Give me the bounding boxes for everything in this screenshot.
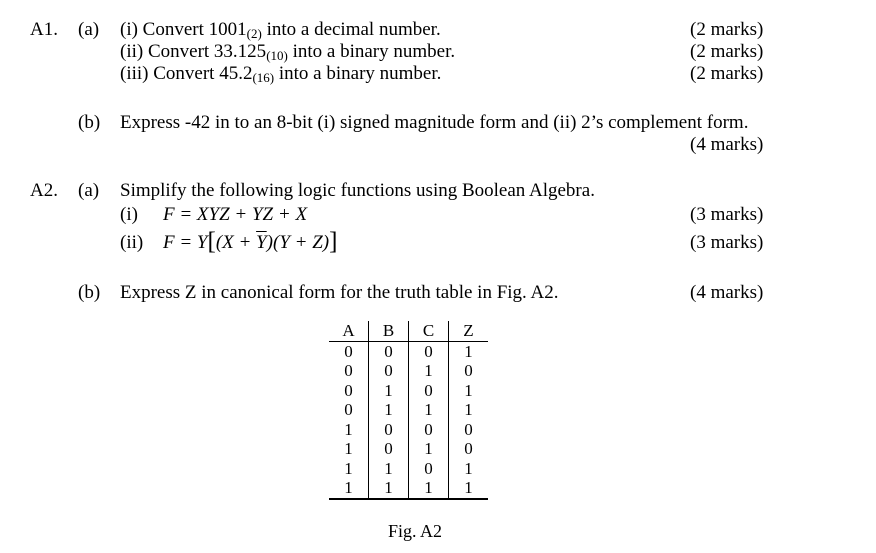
a1-a-iii-text: (iii) Convert 45.2 — [120, 63, 253, 84]
table-cell: 0 — [344, 361, 353, 381]
a1-a-ii-text: (ii) Convert 33.125 — [120, 41, 267, 62]
table-cell: 0 — [449, 420, 489, 440]
table-cell: 0 — [369, 420, 409, 440]
table-cell: 0 — [409, 459, 449, 479]
a1-a-iii-text-end: into a binary number. — [274, 63, 442, 84]
left-bracket: [ — [207, 228, 216, 255]
table-cell: 1 — [369, 459, 409, 479]
table-cell: 1 — [369, 381, 409, 401]
a2-b-marks: (4 marks) — [690, 282, 764, 303]
table-row — [329, 478, 488, 499]
table-cell: 1 — [344, 439, 353, 459]
a2-part-b-label: (b) — [78, 282, 101, 303]
table-cell: 1 — [449, 381, 489, 401]
base-subscript: (10) — [266, 48, 288, 63]
a1-a-iii-question — [120, 63, 441, 89]
table-cell: 0 — [344, 400, 353, 420]
eq-lhs: F = Y — [163, 232, 208, 253]
table-cell: 1 — [449, 478, 489, 499]
a2-a-i-marks: (3 marks) — [690, 204, 764, 225]
a1-a-ii-text-end: into a binary number. — [287, 41, 456, 62]
a2-a-ii-marks: (3 marks) — [690, 232, 764, 253]
truth-table-body — [329, 341, 488, 499]
header-c: C — [409, 321, 449, 341]
table-cell: 0 — [344, 341, 353, 361]
table-cell: 0 — [344, 380, 353, 400]
a2-b-question: Express Z in canonical form for the truth table in Fig. A2. — [120, 282, 559, 303]
figure-caption: Fig. A2 — [388, 521, 443, 541]
table-cell: 1 — [344, 419, 353, 439]
table-cell: 0 — [449, 439, 489, 459]
a1-part-a-label: (a) — [78, 19, 100, 40]
table-cell: 1 — [449, 459, 489, 479]
table-cell: 1 — [409, 478, 449, 499]
table-cell: 0 — [409, 420, 449, 440]
base-subscript: (16) — [252, 70, 275, 85]
a1-a-ii-marks: (2 marks) — [690, 41, 764, 62]
a1-b-question: Express -42 in to an 8-bit (i) signed magnitude form and (ii) 2’s complement form. — [120, 112, 749, 133]
table-cell: 0 — [409, 381, 449, 401]
eq-term-1: (X + — [215, 232, 257, 253]
table-cell: 1 — [344, 458, 353, 478]
a1-a-i-text: (i) Convert 1001 — [120, 19, 247, 40]
table-cell: 1 — [449, 341, 489, 361]
header-b: B — [369, 321, 409, 341]
question-a2-label: A2. — [30, 180, 58, 201]
a2-a-ii-label: (ii) — [120, 232, 144, 253]
a2-a-i-label: (i) — [120, 204, 138, 225]
a1-a-i-text-end: into a decimal number. — [261, 19, 441, 40]
table-cell: 0 — [409, 341, 449, 361]
table-row — [329, 400, 488, 420]
table-row — [329, 459, 488, 479]
table-cell: 1 — [329, 478, 369, 499]
right-bracket: ] — [329, 228, 338, 255]
a1-part-b-label: (b) — [78, 112, 101, 133]
table-row — [329, 381, 488, 401]
table-row — [329, 341, 488, 361]
table-cell: 1 — [369, 478, 409, 499]
table-cell: 1 — [409, 361, 449, 381]
base-subscript: (2) — [246, 26, 262, 41]
table-row — [329, 420, 488, 440]
header-z: Z — [449, 321, 489, 341]
table-cell: 0 — [369, 341, 409, 361]
eq-term-2: )(Y + Z) — [266, 232, 330, 253]
a1-b-marks: (4 marks) — [690, 134, 764, 155]
table-cell: 1 — [369, 400, 409, 420]
table-cell: 0 — [369, 439, 409, 459]
truth-table — [329, 321, 488, 500]
a1-a-iii-marks: (2 marks) — [690, 63, 764, 84]
table-cell: 1 — [409, 439, 449, 459]
truth-table-header-row — [329, 321, 488, 341]
a1-a-i-marks: (2 marks) — [690, 19, 764, 40]
a2-a-question: Simplify the following logic functions using Boolean Algebra. — [120, 180, 595, 201]
table-cell: 1 — [449, 400, 489, 420]
table-row — [329, 439, 488, 459]
y-complement: $\overline{Y}$ — [256, 232, 267, 253]
table-cell: 1 — [409, 400, 449, 420]
question-a1-label: A1. — [30, 19, 58, 40]
table-cell: 0 — [369, 361, 409, 381]
a2-a-i-equation: F = XYZ + YZ + X — [163, 204, 308, 225]
header-a: A — [329, 321, 369, 341]
a2-part-a-label: (a) — [78, 180, 100, 201]
table-row — [329, 361, 488, 381]
table-cell: 0 — [449, 361, 489, 381]
a2-a-ii-equation — [163, 228, 338, 255]
